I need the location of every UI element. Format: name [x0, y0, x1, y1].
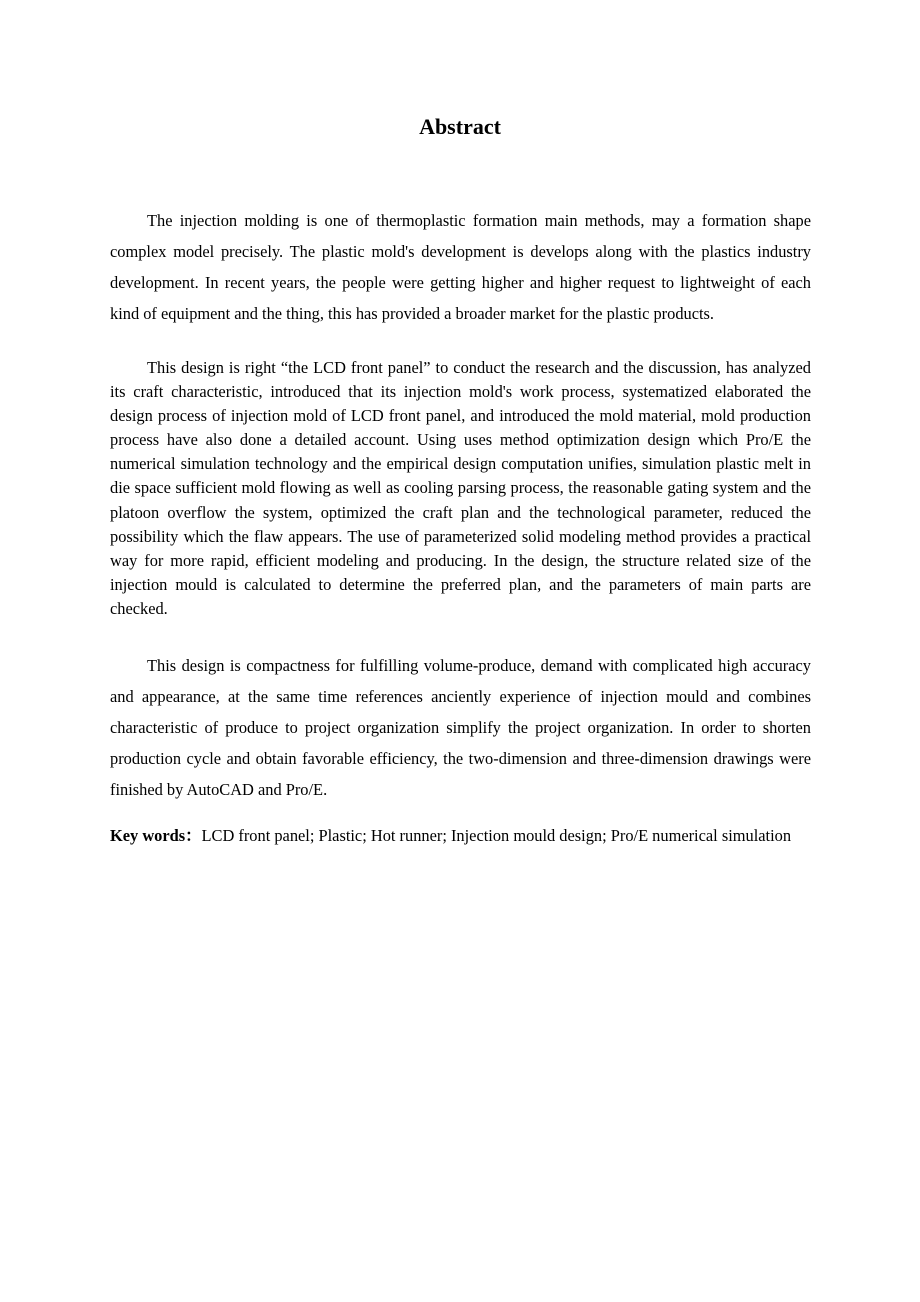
abstract-paragraph-3: This design is compactness for fulfilling volume-produce, demand with complicated high accuracy and appearance, at the same time references anciently experience of injection mould and combines characteristic of produce to project organization simplify the project organization. In order to shorten production cycle and obtain favorable efficiency, the two-dimension and three-dimension drawings were finished by AutoCAD and Pro/E.	[110, 656, 811, 799]
keywords-label: Key words：	[110, 826, 202, 845]
abstract-paragraph-2: This design is right “the LCD front panel” to conduct the research and the discussion, has analyzed its craft characteristic, introduced that its injection mold's work process, systematized elaborated the design process of injection mold of LCD front panel, and introduced the mold material, mold production process have also done a detailed account. Using uses method optimization design which Pro/E the numerical simulation technology and the empirical design computation unifies, simulation plastic melt in die space sufficient mold flowing as well as cooling parsing process, the reasonable gating system and the platoon overflow the system, optimized the craft plan and the technological parameter, reduced the possibility which the flaw appears. The use of parameterized solid modeling method provides a practical way for more rapid, efficient modeling and producing. In the design, the structure related size of the injection mould is calculated to determine the preferred plan, and the parameters of main parts are checked.	[110, 358, 811, 618]
abstract-paragraph-1: The injection molding is one of thermoplastic formation main methods, may a formation shape complex model precisely. The plastic mold's development is develops along with the plastics industry development. In recent years, the people were getting higher and higher request to lightweight of each kind of equipment and the thing, this has provided a broader market for the plastic products.	[110, 211, 811, 323]
keywords-text: LCD front panel; Plastic; Hot runner; Injection mould design; Pro/E numerical simulation	[201, 826, 792, 845]
keywords-line	[110, 824, 811, 848]
page-title: Abstract	[419, 114, 501, 139]
